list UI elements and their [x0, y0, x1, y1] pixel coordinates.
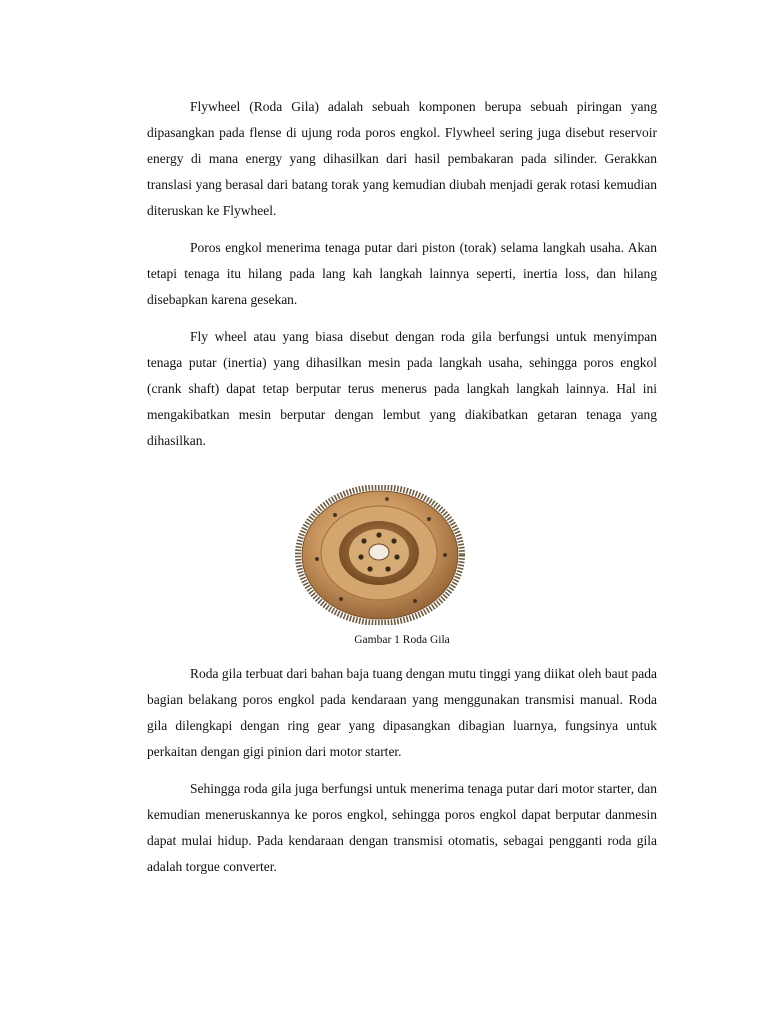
figure-caption: Gambar 1 Roda Gila [354, 634, 450, 646]
paragraph-flywheel-definition: Flywheel (Roda Gila) adalah sebuah komponen berupa sebuah piringan yang dipasangkan pada flense di ujung roda poros engkol. Flywheel sering juga disebut reservoir energy di mana energy yang dihasilkan dari hasil pembakaran pada silinder. Gerakkan translasi yang berasal dari batang torak yang kemudian diubah menjadi gerak rotasi kemudian diteruskan ke Flywheel. [147, 99, 657, 218]
center-hole [369, 544, 389, 560]
paragraph-flywheel-function: Fly wheel atau yang biasa disebut dengan roda gila berfungsi untuk menyimpan tenaga putar (inertia) yang dihasilkan mesin pada langkah usaha, sehingga poros engkol (crank shaft) dapat tetap berputar terus menerus pada langkah langkah lainnya. Hal ini mengakibatkan mesin berputar dengan lembut yang diakibatkan getaran tenaga yang dihasilkan. [147, 329, 657, 448]
paragraph-crankshaft-power: Poros engkol menerima tenaga putar dari piston (torak) selama langkah usaha. Akan tetapi tenaga itu hilang pada lang kah langkah lainnya seperti, inertia loss, dan hilang disebapkan karena gesekan. [147, 240, 657, 307]
text-after-figure [147, 661, 657, 880]
figure-flywheel [147, 485, 657, 657]
flywheel-image [295, 485, 465, 625]
document-page [147, 94, 657, 880]
paragraph-flywheel-material: Roda gila terbuat dari bahan baja tuang dengan mutu tinggi yang diikat oleh baut pada bagian belakang poros engkol pada kendaraan yang menggunakan transmisi manual. Roda gila dilengkapi dengan ring gear yang dipasangkan dibagian luarnya, fungsinya untuk perkaitan dengan gigi pinion dari motor starter. [147, 666, 657, 759]
paragraph-starter-power: Sehingga roda gila juga berfungsi untuk menerima tenaga putar dari motor starter, dan kemudian meneruskannya ke poros engkol, sehingga poros engkol dapat berputar danmesin dapat mulai hidup. Pada kendaraan dengan transmisi otomatis, sebagai pengganti roda gila adalah torgue converter. [147, 781, 657, 874]
